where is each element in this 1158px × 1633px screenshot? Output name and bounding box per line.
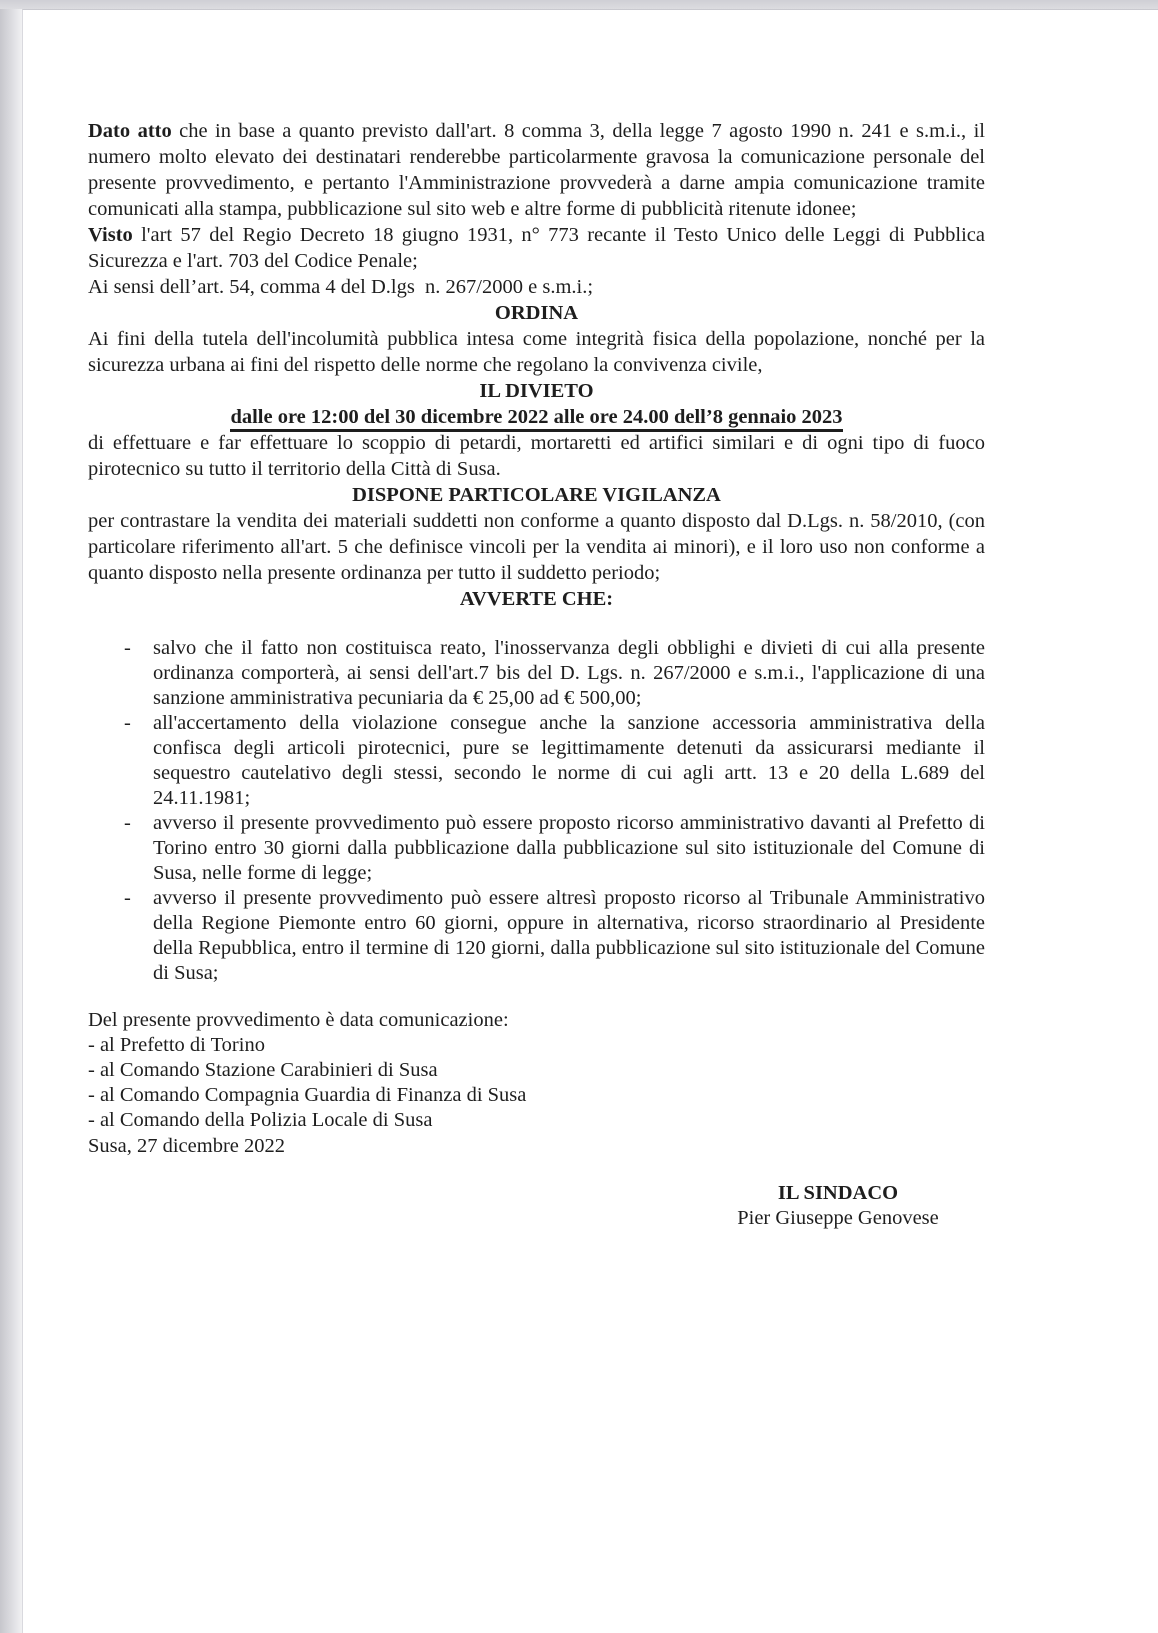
- warning-item: [88, 811, 985, 886]
- place-date: Susa, 27 dicembre 2022: [88, 1135, 285, 1157]
- signature-name: Pier Giuseppe Genovese: [737, 1207, 939, 1229]
- dato-atto-text: che in base a quanto previsto dall'art. 8 comma 3, della legge 7 agosto 1990 n. 241 e s.m.i., il numero molto elevato dei destinatari renderebbe particolarmente gravosa la comunicazione personale del presente provvedimento, e pertanto l'Amministrazione provvederà a darne ampia comunicazione tramite comunicati alla stampa, pubblicazione sul sito web e altre forme di pubblicità ritenute idonee;: [88, 120, 985, 220]
- dato-atto-lead: Dato atto: [88, 120, 172, 142]
- photo-edge-top: [0, 0, 1158, 9]
- paragraph-ai-sensi: Ai sensi dell’art. 54, comma 4 del D.lgs n. 267/2000 e s.m.i.;: [88, 276, 594, 298]
- distribution-recipient: - al Comando Compagnia Guardia di Finanza di Susa: [88, 1084, 527, 1106]
- dash-bullet: -: [124, 637, 131, 659]
- document-page: [22, 9, 1158, 1633]
- warning-text: avverso il presente provvedimento può essere proposto ricorso amministrativo davanti al Prefetto di Torino entro 30 giorni dalla pubblicazione dalla pubblicazione sul sito istituzionale del Comune di Susa, nelle forme di legge;: [153, 812, 985, 884]
- distribution-intro: Del presente provvedimento è data comunicazione:: [88, 1009, 509, 1031]
- distribution-recipient: - al Comando Stazione Carabinieri di Susa: [88, 1059, 438, 1081]
- dash-bullet: -: [124, 887, 131, 909]
- warning-item: [88, 636, 985, 711]
- paragraph-dispone-body: per contrastare la vendita dei materiali suddetti non conforme a quanto disposto dal D.Lgs. n. 58/2010, (con particolare riferimento all'art. 5 che definisce vincoli per la vendita ai minori), e il loro uso non conforme a quanto disposto nella presente ordinanza per tutto il suddetto periodo;: [88, 510, 985, 584]
- warning-list: [88, 636, 985, 986]
- warning-item: [88, 886, 985, 986]
- warning-text: salvo che il fatto non costituisca reato, l'inosservanza degli obblighi e divieti di cui alla presente ordinanza comporterà, ai sensi dell'art.7 bis del D. Lgs. n. 267/2000 e s.m.i., l'applicazione di una sanzione amministrativa pecuniaria da € 25,00 ad € 500,00;: [153, 637, 985, 709]
- signature-title: IL SINDACO: [777, 1182, 899, 1204]
- dash-bullet: -: [124, 812, 131, 834]
- distribution-recipient: - al Prefetto di Torino: [88, 1034, 265, 1056]
- distribution-block: [88, 1008, 985, 1133]
- heading-il-divieto: IL DIVIETO: [479, 380, 594, 402]
- document-content: [88, 10, 985, 1231]
- heading-ordina: ORDINA: [494, 302, 579, 324]
- photo-edge-left: [0, 0, 22, 1633]
- warning-item: [88, 711, 985, 811]
- warning-text: avverso il presente provvedimento può essere altresì proposto ricorso al Tribunale Amministrativo della Regione Piemonte entro 60 giorni, oppure in alternativa, ricorso straordinario al Presidente della Repubblica, entro il termine di 120 giorni, dalla pubblicazione sul sito istituzionale del Comune di Susa;: [153, 887, 985, 984]
- signature-block: [708, 1181, 968, 1231]
- visto-text: l'art 57 del Regio Decreto 18 giugno 1931, n° 773 recante il Testo Unico delle Leggi di Pubblica Sicurezza e l'art. 703 del Codice Penale;: [88, 224, 985, 272]
- visto-lead: Visto: [88, 224, 133, 246]
- ban-period-line: [88, 404, 985, 430]
- heading-dispone-vigilanza: DISPONE PARTICOLARE VIGILANZA: [352, 484, 721, 506]
- distribution-recipient: - al Comando della Polizia Locale di Susa: [88, 1109, 433, 1131]
- paragraph-dato-atto: [88, 118, 985, 222]
- paragraph-divieto-body: di effettuare e far effettuare lo scoppio di petardi, mortaretti ed artifici similari e di ogni tipo di fuoco pirotecnico su tutto il territorio della Città di Susa.: [88, 432, 985, 480]
- paragraph-ordina-body: Ai fini della tutela dell'incolumità pubblica intesa come integrità fisica della popolazione, nonché per la sicurezza urbana ai fini del rispetto delle norme che regolano la convivenza civile,: [88, 328, 985, 376]
- ban-period-text: dalle ore 12:00 del 30 dicembre 2022 alle ore 24.00 dell’8 gennaio 2023: [230, 406, 842, 432]
- paragraph-visto: [88, 222, 985, 274]
- heading-avverte-che: AVVERTE CHE:: [459, 588, 614, 610]
- dash-bullet: -: [124, 712, 131, 734]
- warning-text: all'accertamento della violazione consegue anche la sanzione accessoria amministrativa della confisca degli articoli pirotecnici, pure se legittimamente detenuti da assicurarsi mediante il sequestro cautelativo degli stessi, secondo le norme di cui agli artt. 13 e 20 della L.689 del 24.11.1981;: [153, 712, 985, 809]
